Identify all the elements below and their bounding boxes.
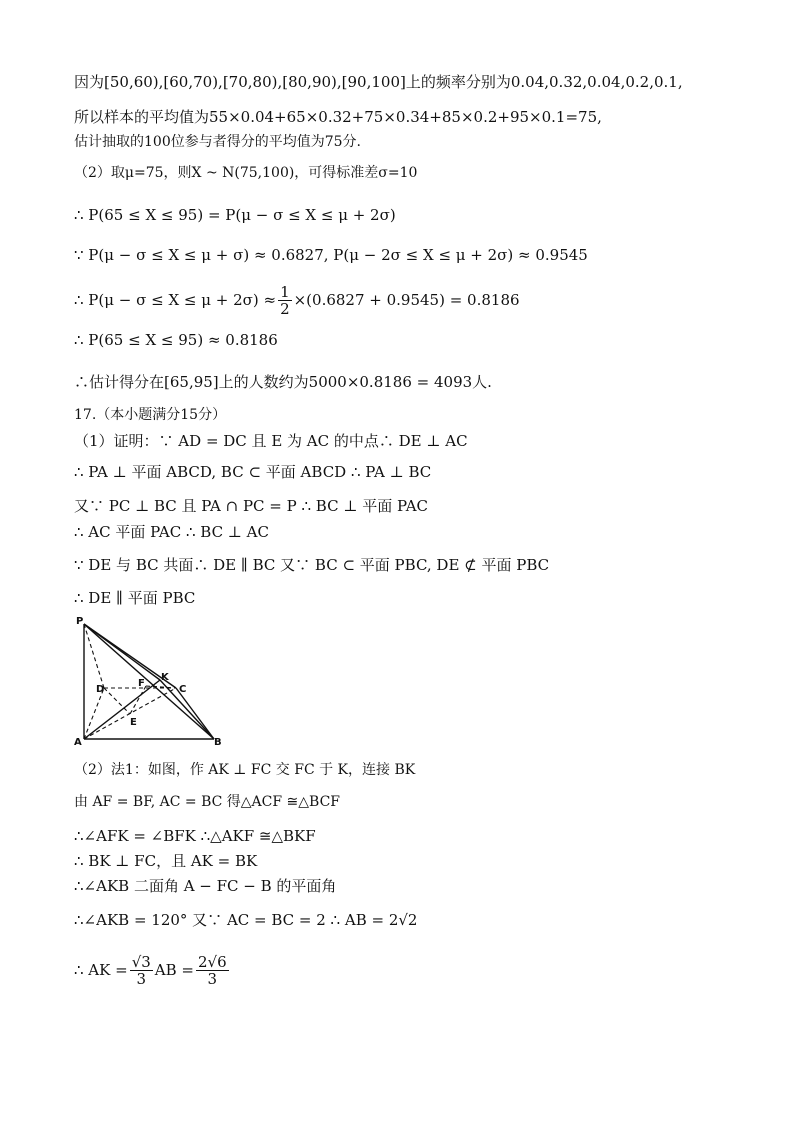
text-line-9: ∴估计得分在[65,95]上的人数约为5000×0.8186 = 4093人. [74,373,492,391]
line7-suffix: ×(0.6827 + 0.9545) = 0.8186 [293,291,520,309]
fraction-numerator: 1 [280,282,290,301]
fraction-numerator: 2√6 [198,952,227,971]
text-line-4: （2）取μ=75，则X ~ N(75,100)，可得标准差σ=10 [74,165,418,181]
fraction-numerator: √3 [131,952,151,971]
label-K: K [161,672,169,683]
text-line-15: ∵ DE 与 BC 共面∴ DE ∥ BC 又∵ BC ⊂ 平面 PBC, DE ⊄ 平面 PBC [74,556,550,574]
label-A: A [74,737,82,748]
label-B: B [214,737,222,748]
label-P: P [76,616,84,627]
text-line-5: ∴ P(65 ≤ X ≤ 95) = P(μ − σ ≤ X ≤ μ + 2σ) [74,206,396,224]
fraction-half [278,284,292,317]
text-line-19: ∴∠AFK = ∠BFK ∴△AKF ≅△BKF [74,827,316,845]
geometry-figure [72,614,232,754]
edge-PB [84,624,214,739]
text-line-3: 估计抽取的100位参与者得分的平均值为75分. [74,134,361,150]
fraction-2root6-over-3 [196,954,229,987]
edge-PK [84,624,160,680]
text-line-17: （2）法1：如图，作 AK ⊥ FC 交 FC 于 K，连接 BK [74,762,416,778]
edge-FE [130,686,146,714]
label-C: C [179,684,187,695]
text-line-1: 因为[50,60),[60,70),[70,80),[80,90),[90,100]上的频率分别为0.04,0.32,0.04,0.2,0.1, [74,73,683,91]
line23-prefix: ∴ AK = [74,961,128,979]
label-F: F [138,678,145,689]
fraction-denominator: 3 [136,969,147,988]
text-line-22: ∴∠AKB = 120° 又∵ AC = BC = 2 ∴ AB = 2√2 [74,911,418,929]
text-line-14: ∴ AC 平面 PAC ∴ BC ⊥ AC [74,523,269,541]
text-line-20: ∴ BK ⊥ FC，且 AK = BK [74,852,258,870]
text-line-23 [74,948,231,992]
label-D: D [96,684,105,695]
fraction-denominator: 3 [207,969,218,988]
fraction-root3-over-3 [130,954,153,987]
edge-CB [176,688,214,739]
text-line-21: ∴∠AKB 二面角 A − FC − B 的平面角 [74,877,337,895]
text-line-10: 17.（本小题满分15分） [74,407,227,423]
text-line-13: 又∵ PC ⊥ BC 且 PA ∩ PC = P ∴ BC ⊥ 平面 PAC [74,497,429,515]
edge-DE [104,688,130,714]
text-line-18: 由 AF = BF, AC = BC 得△ACF ≅△BCF [74,794,341,810]
edge-KB [160,680,214,739]
text-line-6: ∵ P(μ − σ ≤ X ≤ μ + σ) ≈ 0.6827, P(μ − 2σ ≤ X ≤ μ + 2σ) ≈ 0.9545 [74,246,588,264]
label-E: E [130,717,137,728]
text-line-7 [74,280,520,320]
text-line-16: ∴ DE ∥ 平面 PBC [74,589,196,607]
line23-middle: AB = [154,961,194,979]
fraction-denominator: 2 [280,299,290,318]
text-line-12: ∴ PA ⊥ 平面 ABCD, BC ⊂ 平面 ABCD ∴ PA ⊥ BC [74,463,432,481]
line7-prefix: ∴ P(μ − σ ≤ X ≤ μ + 2σ) ≈ [74,291,277,309]
text-line-2: 所以样本的平均值为55×0.04+65×0.32+75×0.34+85×0.2+95×0.1=75, [74,108,602,126]
text-line-11: （1）证明：∵ AD = DC 且 E 为 AC 的中点∴ DE ⊥ AC [74,432,468,450]
text-line-8: ∴ P(65 ≤ X ≤ 95) ≈ 0.8186 [74,331,278,349]
